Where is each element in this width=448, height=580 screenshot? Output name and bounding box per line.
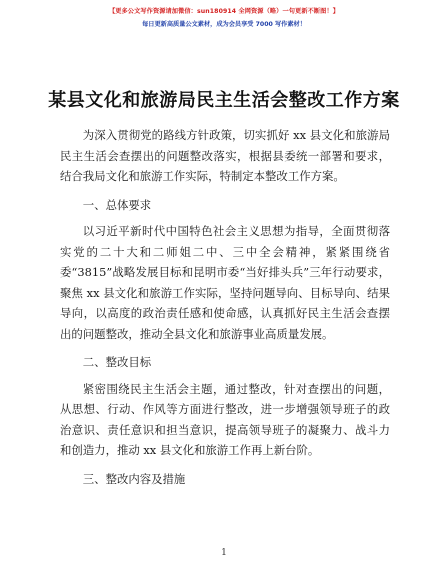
document-title: 某县文化和旅游局民主生活会整改工作方案 xyxy=(48,90,400,111)
intro-paragraph: 为深入贯彻党的路线方针政策，切实抓好 xx 县文化和旅游局民主生活会查摆出的问题整改落实，根据县委统一部署和要求，结合我局文化和旅游工作实际，特制定本整改工作方案。 xyxy=(60,128,390,183)
promo-line-2: 每日更新高质量公文素材，成为会员享受 7000 写作素材！ xyxy=(142,21,306,28)
section-2-heading: 二、整改目标 xyxy=(82,355,152,369)
promo-line-1: 【更多公文写作资源请加微信：sun180914 全网资源（略）一句更新不断图！】 xyxy=(108,8,340,15)
section-1-paragraph: 以习近平新时代中国特色社会主义思想为指导，全面贯彻落实党的二十大和二师姐二中、三中全会精神，紧紧围绕省委“3815”战略发展目标和昆明市委“当好排头兵”三年行动要求，聚焦 xx 县文化和旅游工作实际，坚持问题导向、目标导向、结果导向，以高度的政治责任感和使命感，认真抓好民主生活会查摆出的问题整改，推动全县文化和旅游事业高质量发展。 xyxy=(60,224,390,341)
section-2-paragraph: 紧密围绕民主生活会主题，通过整改，针对查摆出的问题，从思想、行动、作风等方面进行整改，进一步增强领导班子的政治意识、责任意识和担当意识，提高领导班子的凝聚力、战斗力和创造力，推动 xx 县文化和旅游工作再上新台阶。 xyxy=(60,381,390,457)
page-number: 1 xyxy=(221,548,227,558)
section-1-heading: 一、总体要求 xyxy=(82,197,152,212)
document-body xyxy=(60,125,390,495)
section-3-heading: 三、整改内容及措施 xyxy=(82,471,186,486)
promo-banner xyxy=(0,6,448,28)
